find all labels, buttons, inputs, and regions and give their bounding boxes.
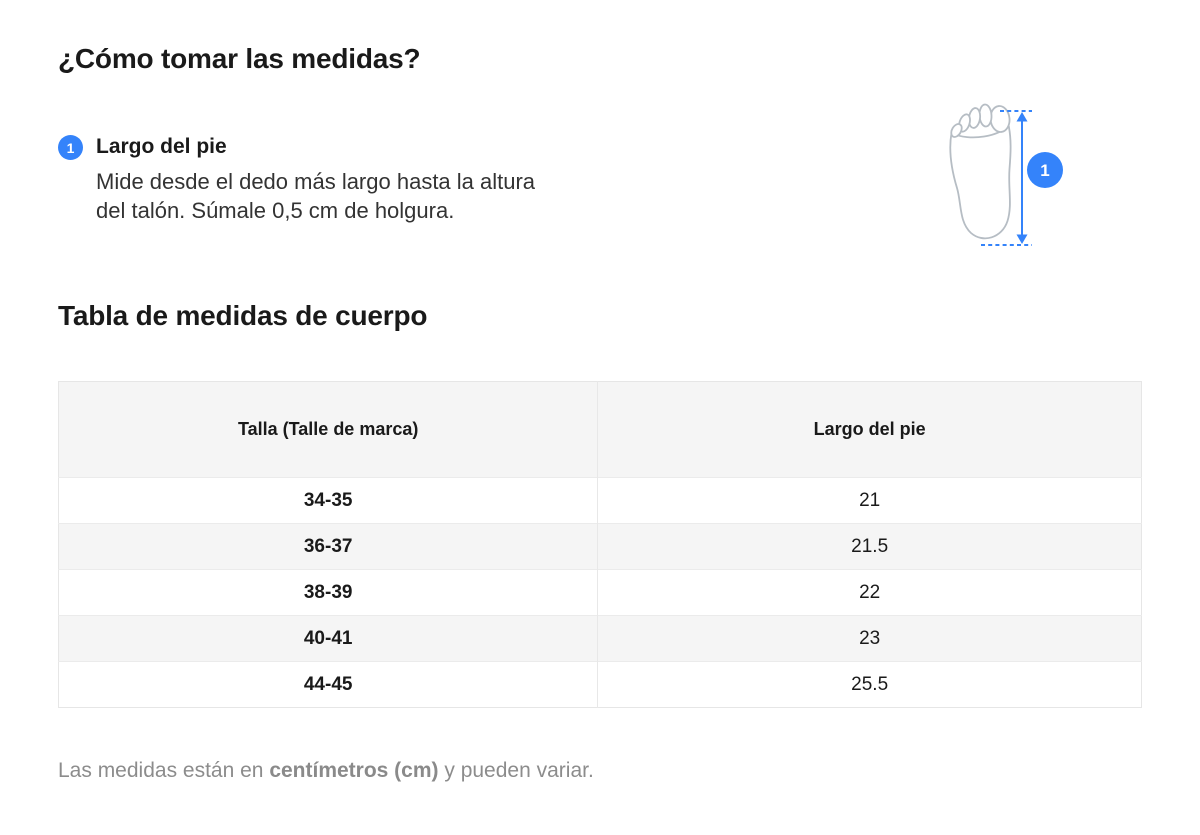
illustration-number-badge: 1 <box>1040 161 1050 180</box>
largo-cell: 22 <box>598 570 1142 616</box>
measurement-number-badge: 1 <box>58 135 83 160</box>
talla-cell: 44-45 <box>303 673 353 695</box>
talla-cell: 36-37 <box>303 535 353 557</box>
largo-cell: 21 <box>598 478 1142 524</box>
table-row <box>59 570 1142 616</box>
table-header-talla: Talla (Talle de marca) <box>59 382 598 478</box>
measurement-text-block <box>96 134 536 225</box>
footer-note <box>58 758 1142 784</box>
largo-cell: 21.5 <box>598 524 1142 570</box>
talla-cell: 38-39 <box>303 581 353 603</box>
table-row <box>59 524 1142 570</box>
table-row <box>59 616 1142 662</box>
table-header-row <box>59 382 1142 478</box>
largo-cell: 23 <box>598 616 1142 662</box>
page-title: ¿Cómo tomar las medidas? <box>58 43 421 74</box>
footer-note-prefix: Las medidas están en <box>58 759 270 782</box>
foot-outline-icon <box>948 100 1078 255</box>
section-title: Tabla de medidas de cuerpo <box>58 300 428 331</box>
measurement-label: Largo del pie <box>96 135 227 158</box>
table-header-largo: Largo del pie <box>598 382 1142 478</box>
table-row <box>59 662 1142 708</box>
largo-cell: 25.5 <box>598 662 1142 708</box>
footer-note-bold: centímetros (cm) <box>269 759 439 782</box>
talla-cell: 40-41 <box>303 627 353 649</box>
table-row <box>59 478 1142 524</box>
size-table <box>58 381 1142 708</box>
footer-note-suffix: y pueden variar. <box>438 759 594 782</box>
talla-cell: 34-35 <box>303 489 353 511</box>
measurement-description: Mide desde el dedo más largo hasta la altura del talón. Súmale 0,5 cm de holgura. <box>96 169 536 223</box>
foot-illustration <box>948 100 1078 255</box>
